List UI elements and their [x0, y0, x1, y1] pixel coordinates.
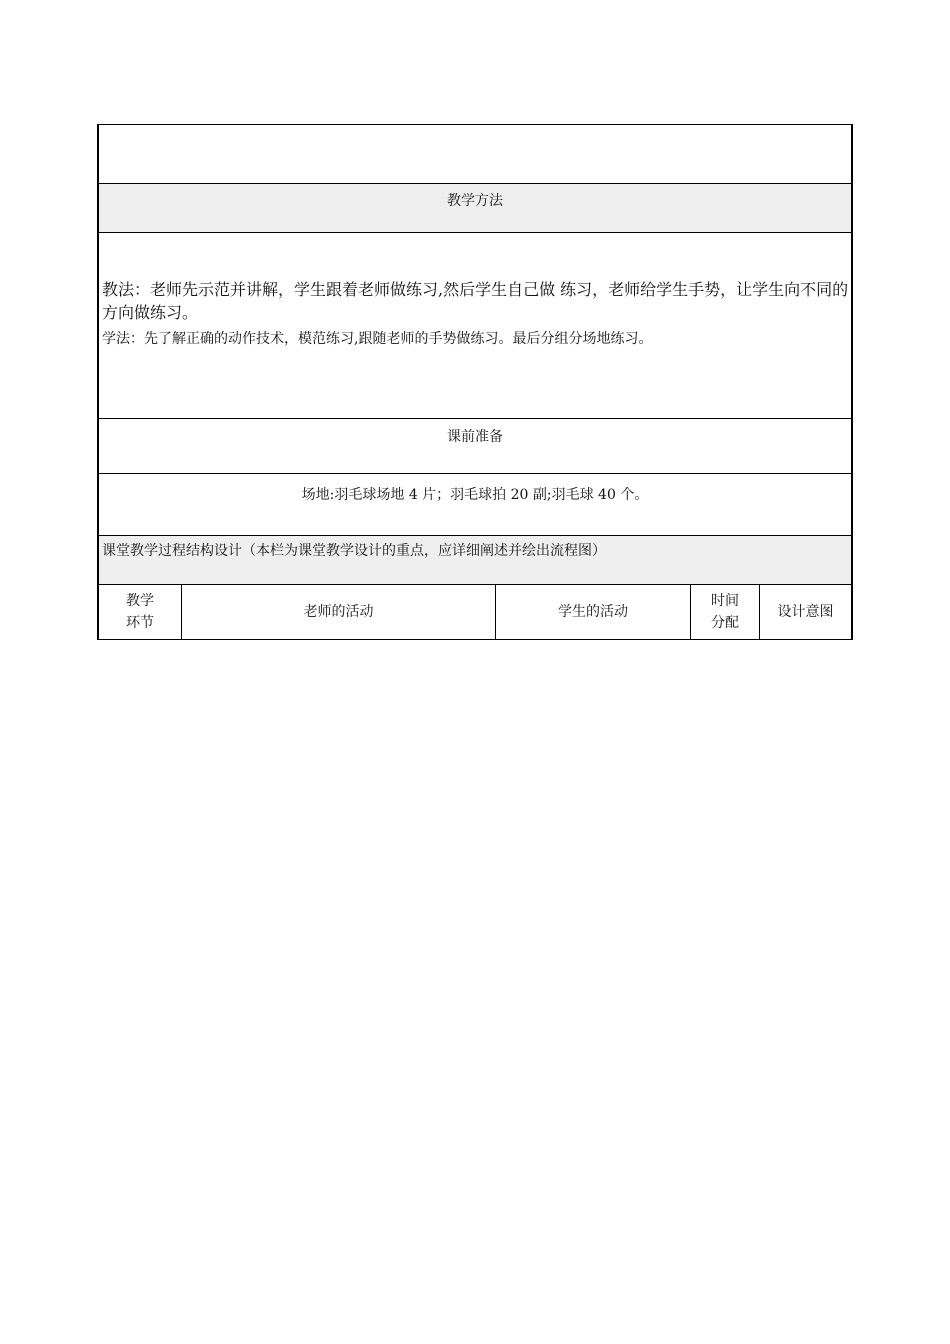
col-header-student-activity: 学生的活动	[558, 604, 628, 620]
col-header-design-intent: 设计意图	[777, 604, 834, 620]
method-learn-text: 学法：先了解正确的动作技术，模范练习,跟随老师的手势做练习。最后分组分场地练习。	[102, 331, 653, 347]
method-heading: 教学方法	[447, 193, 503, 209]
col-header-teacher-activity: 老师的活动	[303, 604, 374, 620]
divider	[99, 473, 851, 474]
divider	[99, 418, 851, 419]
prep-text: 场地:羽毛球场地 4 片；羽毛球拍 20 副;羽毛球 40 个。	[301, 487, 649, 503]
col-header-time: 时间 分配	[711, 593, 739, 631]
prep-heading: 课前准备	[447, 429, 503, 445]
method-teach-text: 教法：老师先示范并讲解，学生跟着老师做练习,然后学生自己做 练习，老师给学生手势，让学生向不同的方向做练习。	[102, 280, 849, 322]
divider	[99, 232, 851, 233]
process-heading: 课堂教学过程结构设计（本栏为课堂教学设计的重点，应详细阐述并绘出流程图）	[102, 543, 606, 559]
col-header-stage: 教学 环节	[126, 593, 154, 631]
